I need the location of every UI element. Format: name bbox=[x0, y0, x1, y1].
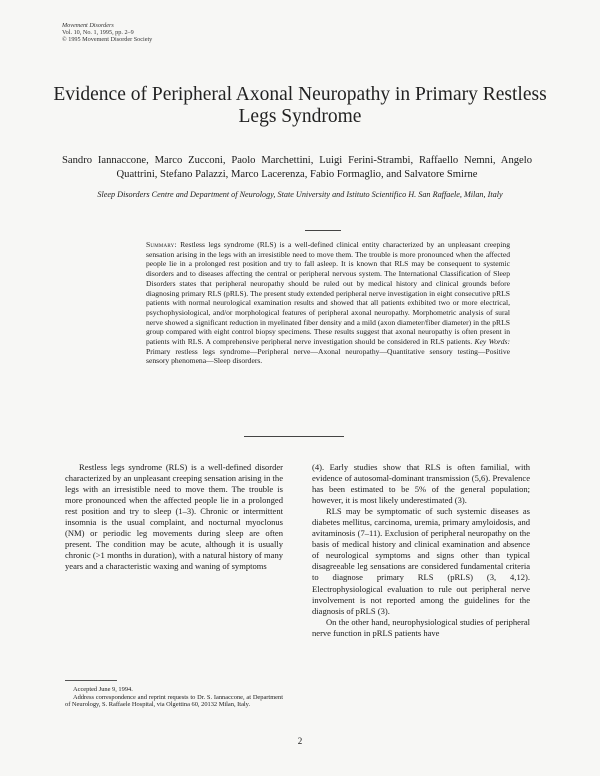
paragraph: RLS may be symptomatic of such systemic diseases as diabetes mellitus, carcinoma, uremia, primary amyloidosis, and avitaminosis (7–11). Exclusion of peripheral neuropathy on the basis of medical history and clinical examination and absence of neurological symptoms and signs other than typical disagreeable leg sensations are considered fundamental criteria to diagnose primary RLS (pRLS) (3, 4,12). Electrophysiological evaluation to rule out peripheral nerve involvement is not reported among the guidelines for the diagnosis of pRLS (3). bbox=[312, 506, 530, 616]
article-title: Evidence of Peripheral Axonal Neuropathy in Primary Restless Legs Syndrome bbox=[53, 84, 547, 127]
abstract-text: Restless legs syndrome (RLS) is a well-defined clinical entity characterized by an unpleasant creeping sensation arising in the legs with an irresistible need to move them. The trouble is more pronounced when the affected people lie in a prolonged rest position and try to fall asleep. It is known that RLS may be consequent to systemic disorders and to diseases affecting the central or peripheral nervous system. The International Classification of Sleep Disorders states that peripheral neuropathy should be ruled out by medical history and clinical grounds before diagnosing primary RLS (pRLS). The present study extended peripheral nerve investigation in eight consecutive pRLS patients with normal neurological examination results and showed that all patients exhibited two or more electrical, psychophysiological, and/or morphological features of peripheral axonal neuropathy. Morphometric analysis of sural nerve showed a significant reduction in myelinated fiber density and a mild (axon diameter/fiber diameter) in the pRLS group compared with eight control biopsy specimens. These results suggest that axonal neuropathy is often present in patients with RLS. A comprehensive peripheral nerve investigation should be considered in RLS patients. bbox=[146, 240, 510, 347]
footnote-address: Address correspondence and reprint requests to Dr. S. Iannaccone, at Department of Neurology, S. Raffaele Hospital, via Olgettina 60, 20132 Milan, Italy. bbox=[65, 693, 283, 709]
paragraph: (4). Early studies show that RLS is often familial, with evidence of autosomal-dominant transmission (5,6). Prevalence has been estimated to be 5% of the general population; however, it is most likely underestimated (3). bbox=[312, 462, 530, 506]
footnote-rule bbox=[65, 680, 117, 681]
body-column-right bbox=[312, 462, 530, 639]
paragraph: Restless legs syndrome (RLS) is a well-defined disorder characterized by an unpleasant creeping sensation arising in the legs with an irresistible need to move them. The trouble is more pronounced when the affected people lie in a prolonged rest position and try to sleep (1–3). Chronic or intermittent insomnia is the usual complaint, and nocturnal myoclonus (NM) or periodic leg movements during sleep are often present. The condition may be acute, although it is usually chronic (>1 months in duration), with a natural history of many years and a characteristic waxing and waning of symptoms bbox=[65, 462, 283, 572]
abstract bbox=[146, 240, 510, 366]
journal-header bbox=[62, 22, 152, 43]
paragraph: On the other hand, neurophysiological studies of peripheral nerve function in pRLS patients have bbox=[312, 616, 530, 638]
body-column-left bbox=[65, 462, 283, 572]
footnote bbox=[65, 686, 283, 709]
divider-bottom bbox=[244, 436, 344, 437]
author-list: Sandro Iannaccone, Marco Zucconi, Paolo Marchettini, Luigi Ferini-Strambi, Raffaello Nemni, Angelo Quattrini, Stefano Palazzi, Marco Lacerenza, Fabio Formaglio, and Salvatore Smirne bbox=[62, 155, 532, 180]
abstract-lead: Summary: bbox=[146, 240, 177, 249]
page-number: 2 bbox=[297, 736, 303, 746]
divider-top bbox=[305, 230, 341, 231]
keywords: Primary restless legs syndrome—Peripheral nerve—Axonal neuropathy—Quantitative sensory testing—Positive sensory phenomena—Sleep disorders. bbox=[146, 346, 510, 366]
keywords-label: Key Words: bbox=[474, 337, 510, 347]
footnote-accepted: Accepted June 9, 1994. bbox=[73, 686, 133, 693]
journal-volume: Vol. 10, No. 1, 1995, pp. 2–9 bbox=[62, 29, 134, 36]
journal-name: Movement Disorders bbox=[62, 22, 114, 29]
journal-copyright: © 1995 Movement Disorder Society bbox=[62, 36, 153, 43]
affiliation: Sleep Disorders Centre and Department of Neurology, State University and Istituto Scientifico H. San Raffaele, Milan, Italy bbox=[97, 190, 503, 199]
